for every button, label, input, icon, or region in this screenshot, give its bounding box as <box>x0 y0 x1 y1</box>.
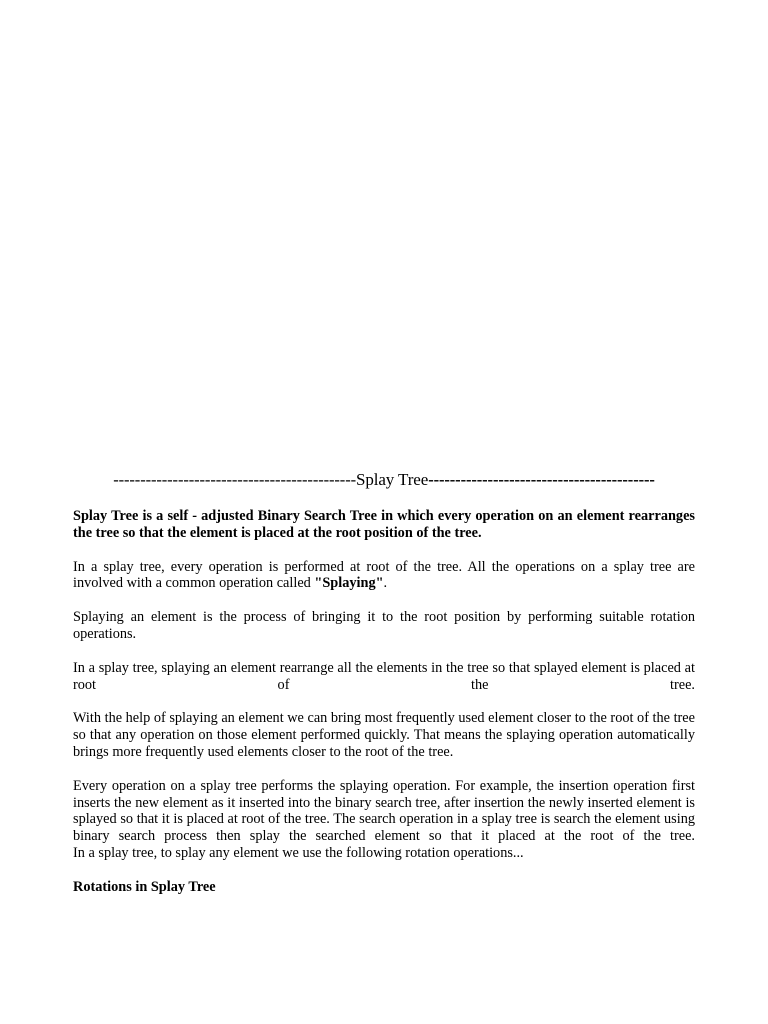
document-body <box>73 508 695 896</box>
title-line <box>0 470 768 490</box>
paragraph-operations: Every operation on a splay tree performs the splaying operation. For example, the insertion operation first inserts the new element as it inserted into the binary search tree, after insertion the newly inserted element is splayed so that it is placed at root of the tree. The search operation in a splay tree is search the element using binary search process then splay the searched element so that it placed at the root of the tree. <box>73 777 695 845</box>
paragraph-splaying-rearrange: In a splay tree, splaying an element rearrange all the elements in the tree so that splayed element is placed at root of the tree. <box>73 659 695 693</box>
title-right-dashes: ------------------------------------------ <box>428 470 655 489</box>
paragraph-rotation-intro: In a splay tree, to splay any element we use the following rotation operations... <box>73 844 524 861</box>
section-heading-rotations: Rotations in Splay Tree <box>73 878 216 895</box>
document-title: Splay Tree <box>355 470 429 489</box>
splaying-term: "Splaying" <box>314 575 384 592</box>
intro-paragraph: Splay Tree is a self - adjusted Binary Search Tree in which every operation on an element rearranges the tree so that the element is placed at the root position of the tree. <box>73 508 695 541</box>
paragraph-frequently-used: With the help of splaying an element we can bring most frequently used element closer to the root of the tree so that any operation on those element performed quickly. That means the splaying operation automatically brings more frequently used elements closer to the root of the tree. <box>73 710 695 760</box>
paragraph-splaying-definition <box>73 559 695 593</box>
paragraph-end: . <box>383 575 388 592</box>
paragraph-text: In a splay tree, every operation is performed at root of the tree. All the operations on a splay tree are involved with a common operation called <box>73 558 695 592</box>
paragraph-splaying-process: Splaying an element is the process of bringing it to the root position by performing suitable rotation operations. <box>73 609 695 642</box>
title-left-dashes: --------------------------------------------- <box>113 470 356 489</box>
